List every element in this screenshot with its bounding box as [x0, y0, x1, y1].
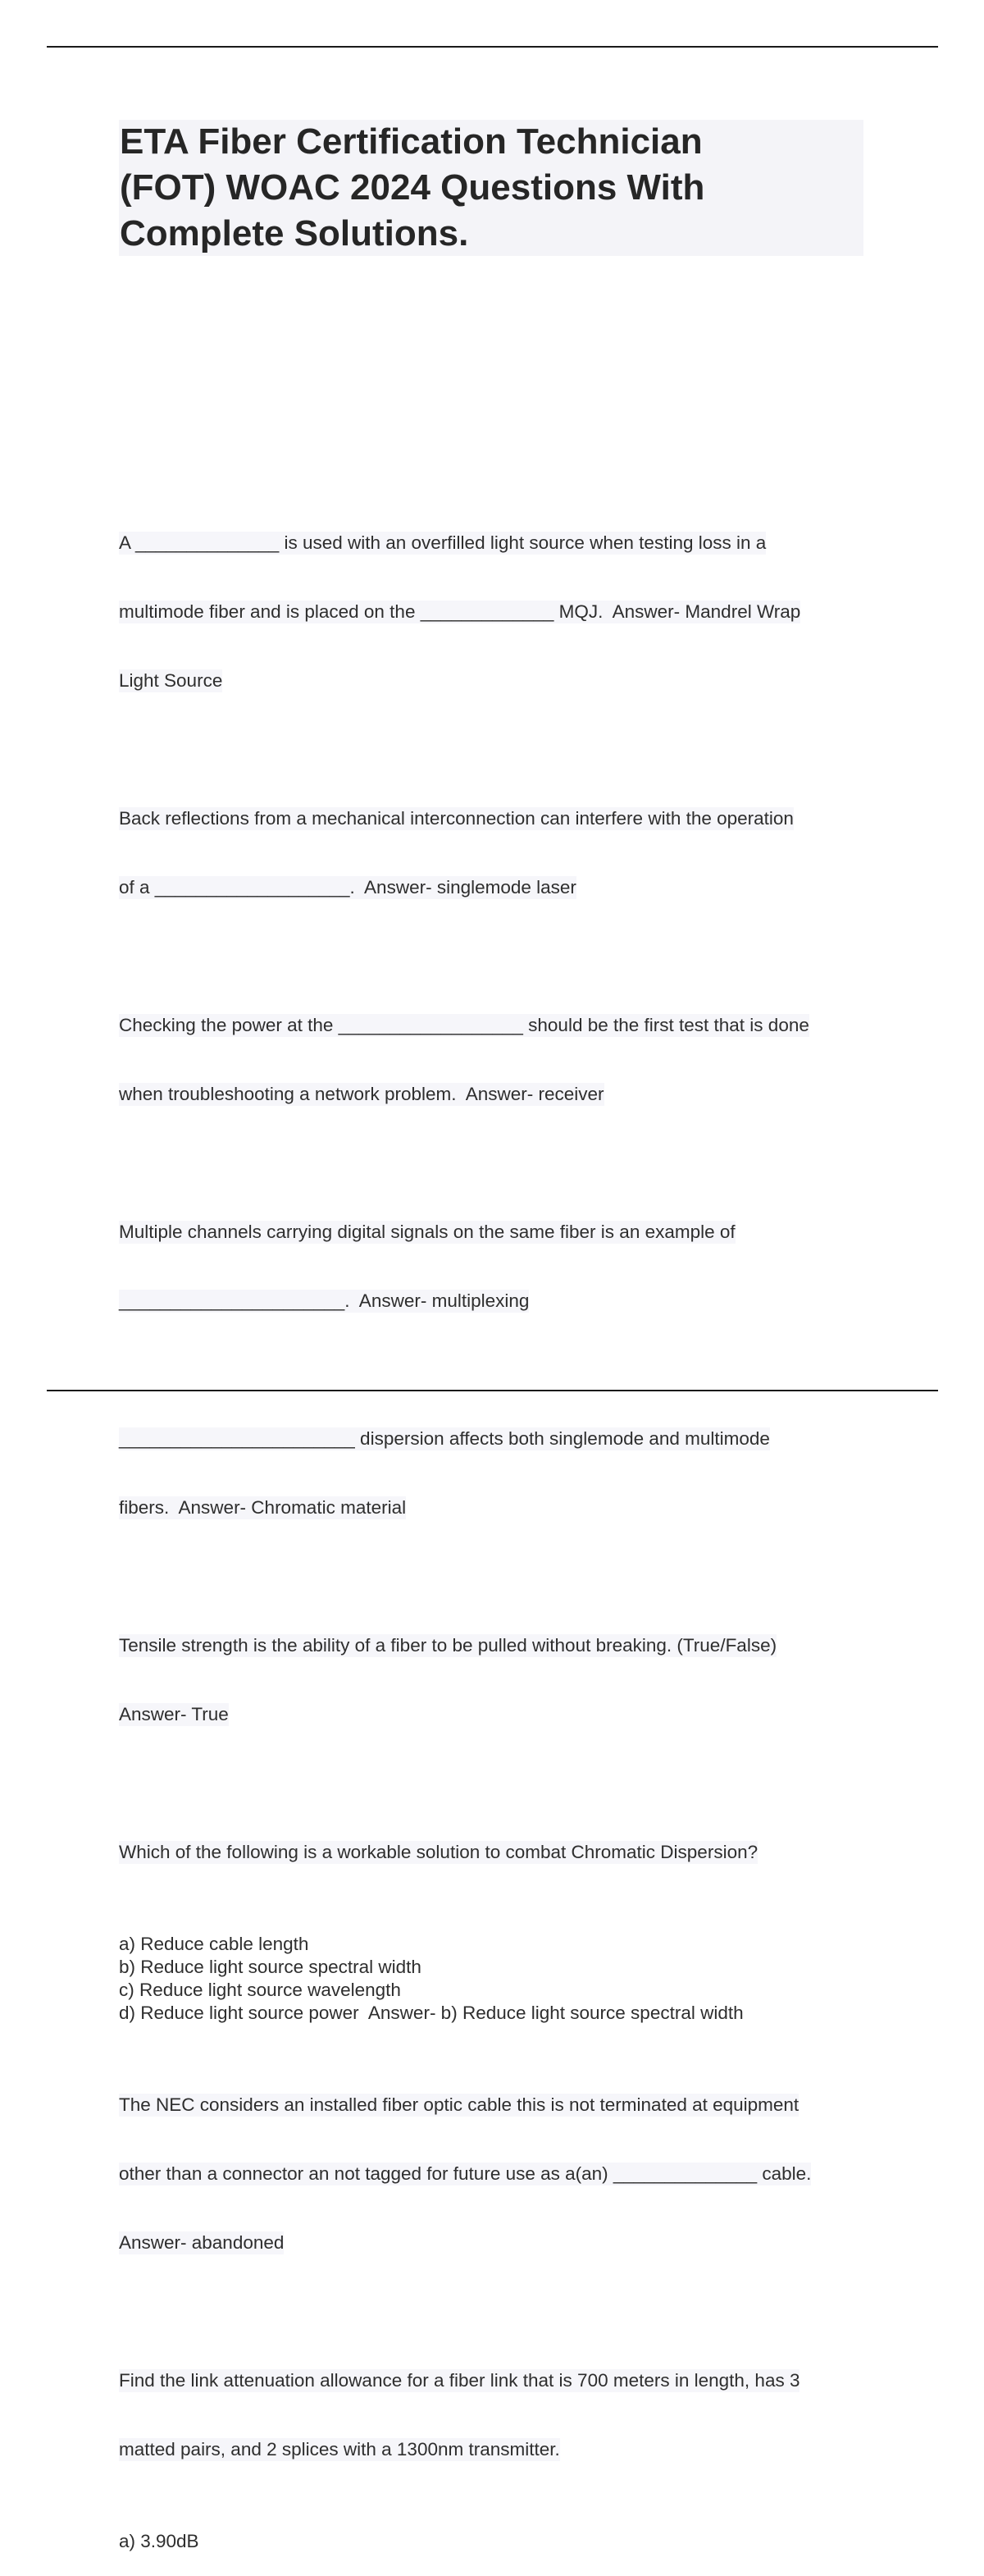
question-line: multimode fiber and is placed on the _____________ MQJ. Answer- Mandrel Wrap [119, 601, 801, 622]
question-item [119, 1382, 873, 1565]
option-line: c) Reduce light source wavelength [119, 1980, 401, 2000]
question-line: Checking the power at the __________________ should be the first test that is done [119, 1015, 809, 1035]
question-line: Back reflections from a mechanical interconnection can interfere with the operation [119, 808, 794, 829]
option-line: a) Reduce cable length [119, 1934, 309, 1954]
option-line: a) 3.90dB [119, 2531, 199, 2551]
question-line: Tensile strength is the ability of a fiber to be pulled without breaking. (True/False) [119, 1635, 777, 1656]
question-item [119, 2048, 873, 2300]
question-line: A ______________ is used with an overfilled light source when testing loss in a [119, 532, 767, 553]
question-item [119, 1795, 873, 1910]
question-item [119, 968, 873, 1152]
header-rule [47, 46, 938, 48]
question-line: The NEC considers an installed fiber optic cable this is not terminated at equipment [119, 2094, 800, 2115]
question-item [119, 486, 873, 738]
question-line: of a ___________________. Answer- singlemode laser [119, 877, 576, 897]
question-line: other than a connector an not tagged for future use as a(an) ______________ cable. [119, 2163, 812, 2184]
question-line: when troubleshooting a network problem. Answer- receiver [119, 1084, 604, 1104]
question-line: Multiple channels carrying digital signals on the same fiber is an example of [119, 1222, 736, 1242]
answer-options [119, 1933, 873, 2025]
question-line: fibers. Answer- Chromatic material [119, 1497, 407, 1518]
title-line: Complete Solutions. [120, 213, 469, 253]
footer-rule [47, 1390, 938, 1391]
question-line: Answer- True [119, 1704, 229, 1724]
question-line: Light Source [119, 670, 223, 691]
document-title [120, 119, 858, 257]
title-line: (FOT) WOAC 2024 Questions With [120, 167, 705, 208]
answer-options [119, 2530, 873, 2553]
question-line: Which of the following is a workable solution to combat Chromatic Dispersion? [119, 1842, 758, 1862]
question-line: Find the link attenuation allowance for a fiber link that is 700 meters in length, has 3 [119, 2370, 800, 2391]
title-line: ETA Fiber Certification Technician [120, 121, 703, 162]
question-line: matted pairs, and 2 splices with a 1300nm transmitter. [119, 2439, 560, 2460]
question-line: Answer- abandoned [119, 2232, 285, 2253]
question-line: _______________________ dispersion affects both singlemode and multimode [119, 1428, 770, 1449]
option-line: b) Reduce light source spectral width [119, 1957, 421, 1977]
question-item [119, 1588, 873, 1772]
question-item [119, 761, 873, 945]
question-item [119, 1175, 873, 1359]
question-line: ______________________. Answer- multiplexing [119, 1290, 530, 1311]
option-line: d) Reduce light source power Answer- b) Reduce light source spectral width [119, 2003, 744, 2023]
document-body [119, 486, 873, 2576]
question-item [119, 2323, 873, 2507]
